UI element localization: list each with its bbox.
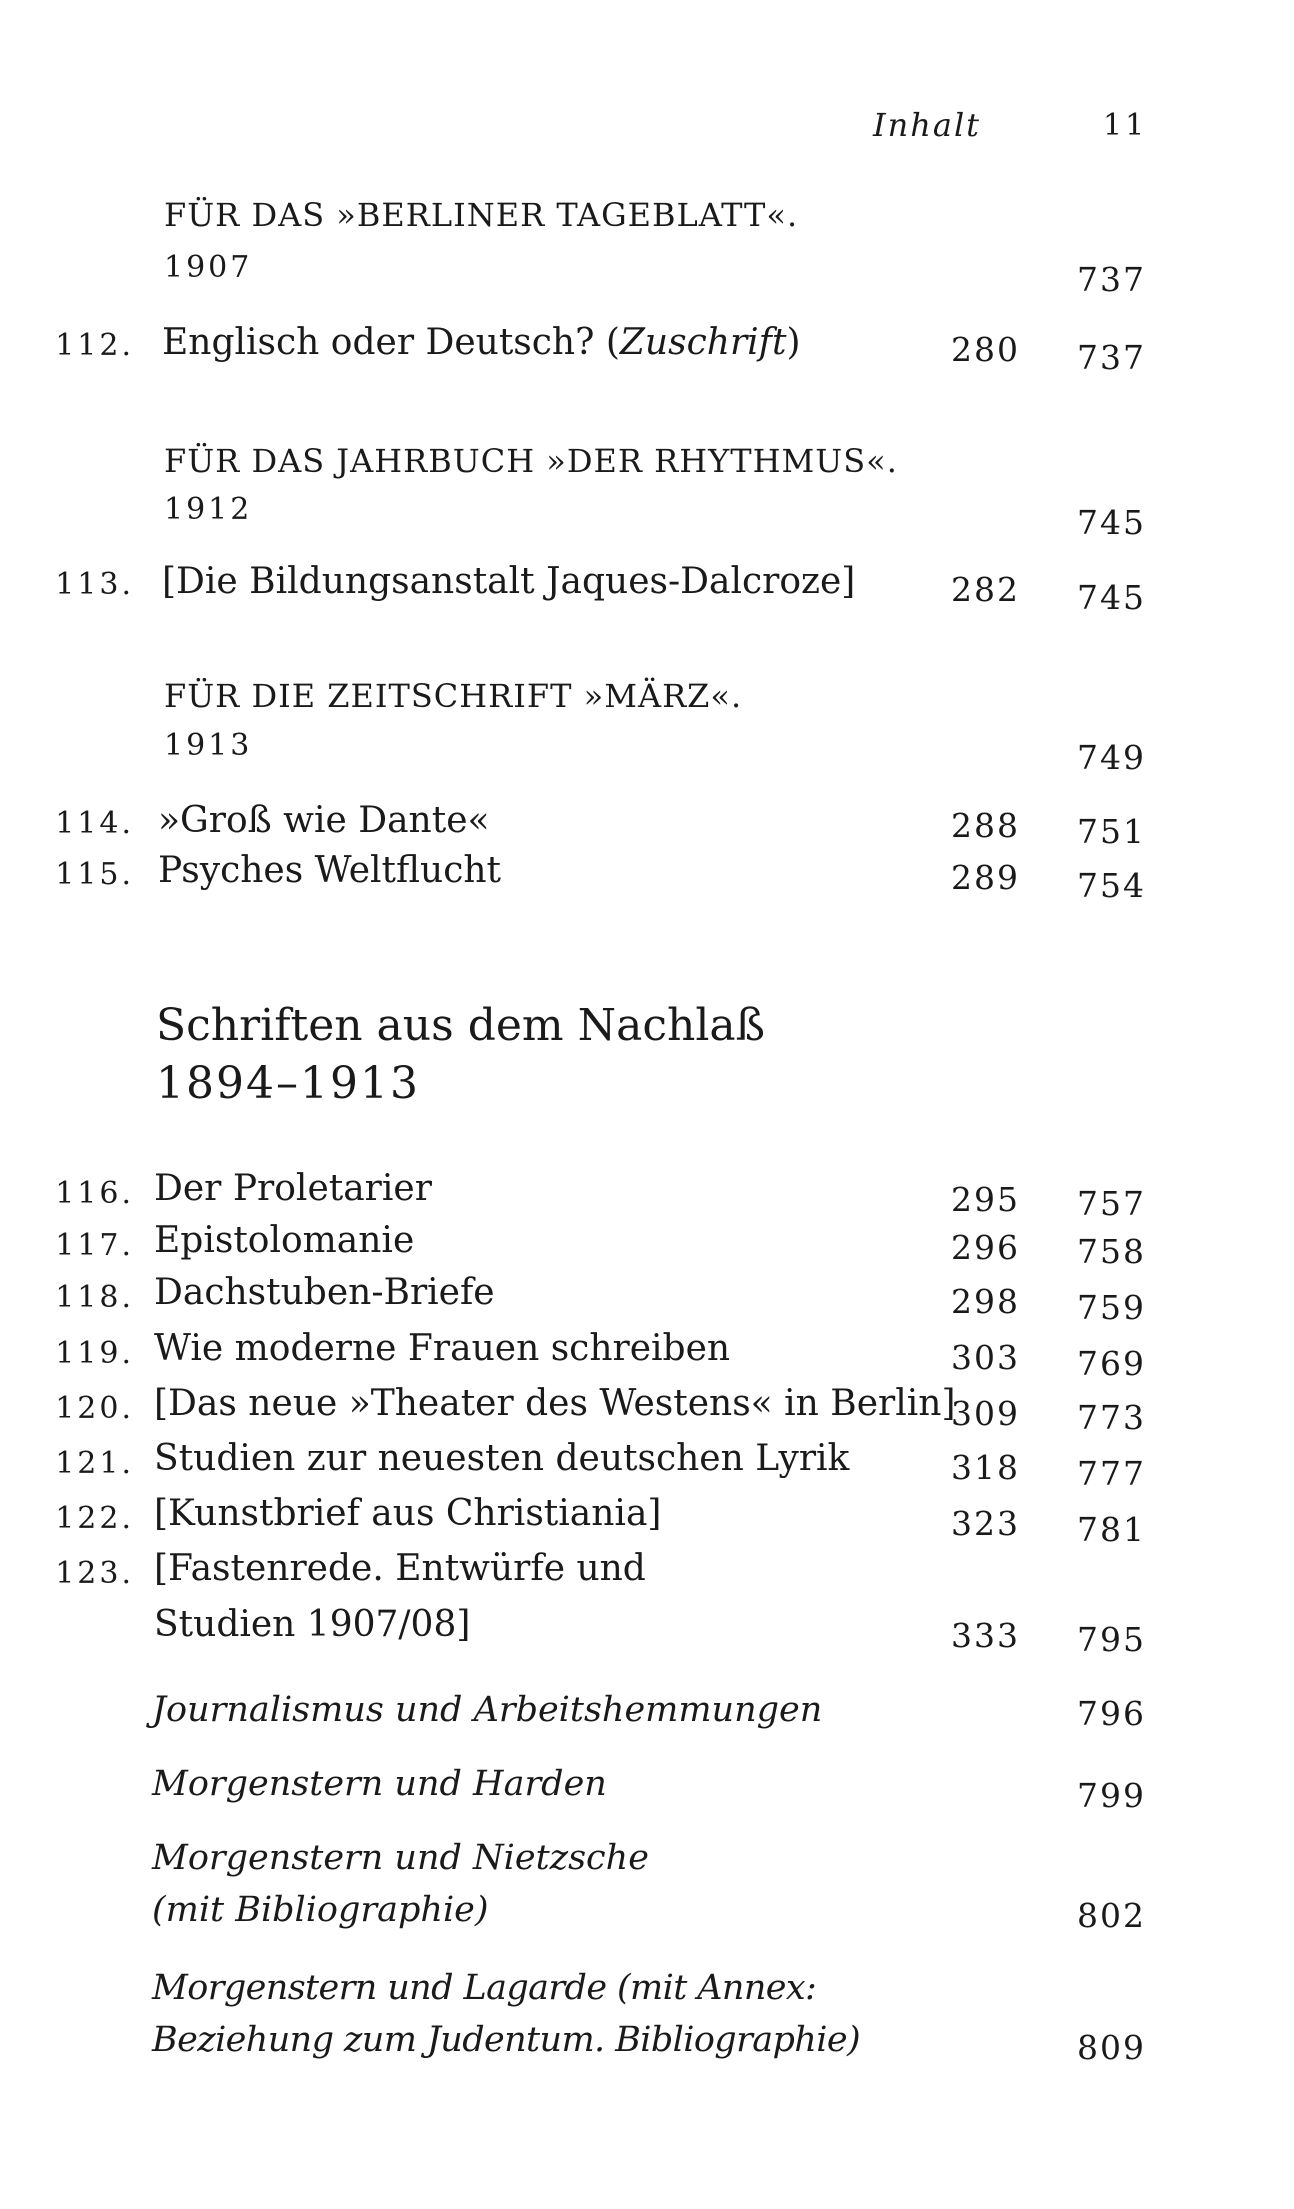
section-heading: FÜR DIE ZEITSCHRIFT »MÄRZ«. (164, 677, 743, 715)
entry-title: [Fastenrede. Entwürfe und (154, 1548, 646, 1589)
entry-page-comment: 757 (1077, 1184, 1146, 1223)
entry-number: 122. (55, 1501, 134, 1536)
entry-title: Der Proletarier (154, 1168, 432, 1209)
page-number: 11 (1103, 108, 1148, 143)
section-page: 745 (1077, 503, 1146, 542)
entry-number: 112. (55, 328, 134, 363)
entry-page-comment: 781 (1077, 1510, 1146, 1549)
sub-entry-page: 799 (1077, 1776, 1146, 1815)
entry-page-comment: 758 (1077, 1232, 1146, 1271)
entry-page-text: 295 (951, 1180, 1020, 1219)
entry-page-text: 288 (951, 806, 1020, 845)
entry-title: Studien zur neuesten deutschen Lyrik (154, 1438, 850, 1479)
entry-number: 115. (55, 857, 134, 892)
entry-page-comment: 795 (1077, 1620, 1146, 1659)
entry-title: [Kunstbrief aus Christiania] (154, 1493, 662, 1534)
section-year: 1912 (164, 492, 253, 527)
entry-page-text: 309 (951, 1394, 1020, 1433)
section-page: 749 (1077, 738, 1146, 777)
entry-page-text: 280 (951, 330, 1020, 369)
entry-number: 121. (55, 1446, 134, 1481)
entry-page-text: 298 (951, 1282, 1020, 1321)
entry-page-text: 333 (951, 1616, 1020, 1655)
sub-entry-title-continued: (mit Bibliographie) (152, 1890, 489, 1930)
entry-page-comment: 759 (1077, 1288, 1146, 1327)
entry-title: Dachstuben-Briefe (154, 1272, 495, 1313)
running-header-title: Inhalt (873, 106, 982, 144)
entry-page-text: 289 (951, 858, 1020, 897)
entry-number: 118. (55, 1280, 134, 1315)
section-heading: FÜR DAS »BERLINER TAGEBLATT«. (164, 196, 799, 234)
sub-entry-title: Journalismus und Arbeitshemmungen (152, 1690, 823, 1730)
section-year: 1913 (164, 728, 253, 763)
sub-entry-page: 802 (1077, 1896, 1146, 1935)
sub-entry-title: Morgenstern und Nietzsche (152, 1838, 649, 1878)
sub-entry-title: Morgenstern und Harden (152, 1764, 607, 1804)
entry-page-comment: 754 (1077, 866, 1146, 905)
entry-page-comment: 737 (1077, 338, 1146, 377)
entry-number: 116. (55, 1176, 134, 1211)
part-title: Schriften aus dem Nachlaß (156, 1000, 766, 1051)
entry-page-text: 303 (951, 1338, 1020, 1377)
entry-page-comment: 745 (1077, 578, 1146, 617)
entry-title-continued: Studien 1907/08] (154, 1604, 471, 1645)
sub-entry-page: 796 (1077, 1694, 1146, 1733)
entry-number: 123. (55, 1556, 134, 1591)
sub-entry-page: 809 (1077, 2028, 1146, 2067)
entry-number: 117. (55, 1228, 134, 1263)
entry-title: »Groß wie Dante« (158, 800, 490, 841)
entry-page-comment: 777 (1077, 1454, 1146, 1493)
entry-page-text: 318 (951, 1448, 1020, 1487)
entry-page-text: 323 (951, 1504, 1020, 1543)
section-heading: FÜR DAS JAHRBUCH »DER RHYTHMUS«. (164, 442, 898, 480)
entry-title: Englisch oder Deutsch? (Zuschrift) (162, 322, 801, 363)
entry-title: [Die Bildungsanstalt Jaques-Dalcroze] (162, 561, 856, 602)
entry-page-comment: 751 (1077, 812, 1146, 851)
entry-page-comment: 769 (1077, 1344, 1146, 1383)
entry-page-text: 296 (951, 1228, 1020, 1267)
entry-number: 120. (55, 1391, 134, 1426)
entry-page-text: 282 (951, 570, 1020, 609)
part-years: 1894–1913 (156, 1058, 420, 1109)
entry-title: Psyches Weltflucht (158, 850, 502, 891)
entry-number: 114. (55, 806, 134, 841)
entry-number: 119. (55, 1336, 134, 1371)
entry-title: Wie moderne Frauen schreiben (154, 1328, 731, 1369)
section-year: 1907 (164, 250, 253, 285)
sub-entry-title-continued: Beziehung zum Judentum. Bibliographie) (152, 2020, 860, 2060)
entry-number: 113. (55, 567, 134, 602)
section-page: 737 (1077, 260, 1146, 299)
entry-title: [Das neue »Theater des Westens« in Berlin] (154, 1383, 956, 1424)
sub-entry-title: Morgenstern und Lagarde (mit Annex: (152, 1968, 817, 2008)
entry-title: Epistolomanie (154, 1220, 415, 1261)
entry-page-comment: 773 (1077, 1398, 1146, 1437)
